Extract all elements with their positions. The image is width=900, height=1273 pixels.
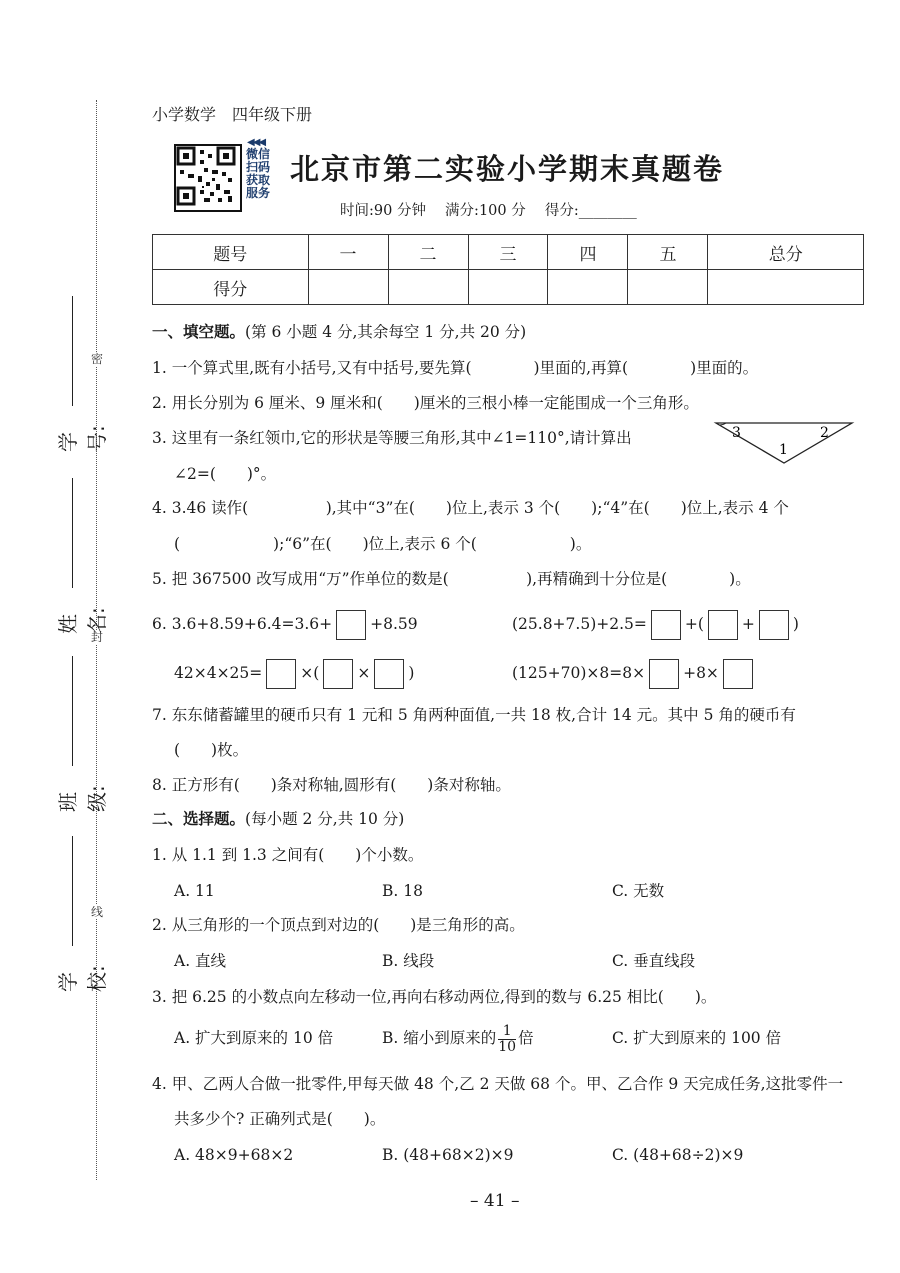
question-2-3: 3. 把 6.25 的小数点向左移动一位,再向右移动两位,得到的数与 6.25 相比( )。 bbox=[152, 988, 717, 1006]
question-1-7-line2: ( )枚。 bbox=[174, 741, 249, 759]
question-2-4-line1: 4. 甲、乙两人合做一批零件,甲每天做 48 个,乙 2 天做 68 个。甲、乙合作 9 天完成任务,这批零件一 bbox=[152, 1075, 844, 1093]
class-field[interactable] bbox=[52, 656, 109, 831]
exam-info: 时间:90 分钟 满分:100 分 得分:________ bbox=[340, 203, 637, 219]
option-a[interactable]: A. 48×9+68×2 bbox=[174, 1146, 294, 1164]
question-1-1: 1. 一个算式里,既有小括号,又有中括号,要先算( )里面的,再算( )里面的。 bbox=[152, 359, 759, 377]
answer-box[interactable] bbox=[651, 610, 681, 640]
answer-box[interactable] bbox=[708, 610, 738, 640]
answer-box[interactable] bbox=[266, 659, 296, 689]
table-header-cell: 一 bbox=[308, 235, 388, 270]
option-b[interactable]: B. 缩小到原来的 $\frac{1}{10}$ 倍 bbox=[382, 1022, 534, 1055]
question-1-8: 8. 正方形有( )条对称轴,圆形有( )条对称轴。 bbox=[152, 776, 511, 794]
student-id-label: 学号: bbox=[56, 425, 109, 452]
option-a[interactable]: A. 11 bbox=[174, 882, 215, 900]
option-c[interactable]: C. 垂直线段 bbox=[612, 952, 696, 970]
table-header-cell: 四 bbox=[548, 235, 628, 270]
table-header-cell: 二 bbox=[388, 235, 468, 270]
name-field[interactable] bbox=[52, 478, 109, 653]
table-header-cell: 三 bbox=[468, 235, 548, 270]
answer-box[interactable] bbox=[649, 659, 679, 689]
score-cell[interactable] bbox=[548, 270, 628, 305]
option-b[interactable]: B. 18 bbox=[382, 882, 423, 900]
page-title: 北京市第二实验小学期末真题卷 bbox=[290, 152, 725, 186]
score-table-score-row bbox=[153, 270, 864, 305]
angle-1-label: 1 bbox=[779, 442, 788, 458]
question-1-6b: (25.8+7.5)+2.5= +( + ) bbox=[512, 610, 799, 640]
question-1-3-line1: 3. 这里有一条红领巾,它的形状是等腰三角形,其中∠1=110°,请计算出 bbox=[152, 429, 632, 447]
table-header-cell: 五 bbox=[628, 235, 708, 270]
score-row-label: 得分 bbox=[153, 270, 309, 305]
section-1-title: 一、填空题。 bbox=[152, 323, 246, 341]
score-cell[interactable] bbox=[388, 270, 468, 305]
page-number: – 41 – bbox=[470, 1191, 520, 1211]
fraction-one-tenth: $\frac{1}{10}$ bbox=[498, 1022, 517, 1055]
class-label: 班级: bbox=[56, 785, 109, 812]
answer-box[interactable] bbox=[336, 610, 366, 640]
table-header-cell: 题号 bbox=[153, 235, 309, 270]
option-c[interactable]: C. (48+68÷2)×9 bbox=[612, 1146, 744, 1164]
school-field[interactable] bbox=[52, 836, 109, 1011]
qr-code-icon[interactable] bbox=[174, 144, 242, 212]
question-2-1: 1. 从 1.1 到 1.3 之间有( )个小数。 bbox=[152, 846, 424, 864]
answer-box[interactable] bbox=[374, 659, 404, 689]
answer-box[interactable] bbox=[723, 659, 753, 689]
seal-char-mi: 密 bbox=[90, 352, 103, 366]
score-cell[interactable] bbox=[628, 270, 708, 305]
option-a[interactable]: A. 扩大到原来的 10 倍 bbox=[174, 1029, 334, 1047]
question-1-6d: (125+70)×8=8× +8× bbox=[512, 659, 757, 689]
answer-box[interactable] bbox=[323, 659, 353, 689]
question-1-7-line1: 7. 东东储蓄罐里的硬币只有 1 元和 5 角两种面值,一共 18 枚,合计 14 元。其中 5 角的硬币有 bbox=[152, 706, 796, 724]
question-1-4-line1: 4. 3.46 读作( ),其中“3”在( )位上,表示 3 个( );“4”在( )位上,表示 4 个 bbox=[152, 499, 789, 517]
angle-3-label: 3 bbox=[732, 425, 741, 441]
name-label: 姓名: bbox=[56, 607, 109, 634]
seal-char-xian: 线 bbox=[90, 905, 103, 919]
question-2-2: 2. 从三角形的一个顶点到对边的( )是三角形的高。 bbox=[152, 916, 525, 934]
question-1-6c: 42×4×25= ×( × ) bbox=[174, 659, 414, 689]
section-2-heading bbox=[152, 808, 404, 830]
score-table bbox=[152, 234, 864, 305]
section-1-heading bbox=[152, 321, 526, 343]
qr-arrows-icon: ◀◀◀ bbox=[247, 137, 265, 148]
score-cell[interactable] bbox=[308, 270, 388, 305]
table-header-cell: 总分 bbox=[708, 235, 864, 270]
question-1-3-line2: ∠2=( )°。 bbox=[174, 465, 277, 483]
question-2-4-line2: 共多少个? 正确列式是( )。 bbox=[174, 1110, 386, 1128]
question-1-2: 2. 用长分别为 6 厘米、9 厘米和( )厘米的三根小棒一定能围成一个三角形。 bbox=[152, 394, 699, 412]
section-2-title: 二、选择题。 bbox=[152, 810, 246, 828]
section-2-note: (每小题 2 分,共 10 分) bbox=[245, 810, 405, 828]
option-a[interactable]: A. 直线 bbox=[174, 952, 227, 970]
option-c[interactable]: C. 扩大到原来的 100 倍 bbox=[612, 1029, 782, 1047]
angle-2-label: 2 bbox=[820, 425, 829, 441]
option-b[interactable]: B. (48+68×2)×9 bbox=[382, 1146, 514, 1164]
question-1-6a: 6. 3.6+8.59+6.4=3.6+ +8.59 bbox=[152, 610, 418, 640]
option-b[interactable]: B. 线段 bbox=[382, 952, 435, 970]
subject-header: 小学数学 四年级下册 bbox=[152, 105, 313, 124]
section-1-note: (第 6 小题 4 分,其余每空 1 分,共 20 分) bbox=[245, 323, 527, 341]
qr-caption: 微信扫码获取服务 bbox=[246, 147, 271, 200]
question-1-5: 5. 把 367500 改写成用“万”作单位的数是( ),再精确到十分位是( )。 bbox=[152, 570, 751, 588]
score-cell[interactable] bbox=[708, 270, 864, 305]
option-c[interactable]: C. 无数 bbox=[612, 882, 665, 900]
score-table-header-row bbox=[153, 235, 864, 270]
red-scarf-triangle-figure bbox=[712, 420, 858, 470]
question-1-4-line2: ( );“6”在( )位上,表示 6 个( )。 bbox=[174, 535, 592, 553]
seal-char-feng: 封 bbox=[90, 630, 103, 644]
score-cell[interactable] bbox=[468, 270, 548, 305]
school-label: 学校: bbox=[56, 965, 109, 992]
answer-box[interactable] bbox=[759, 610, 789, 640]
student-id-field[interactable] bbox=[52, 296, 109, 471]
